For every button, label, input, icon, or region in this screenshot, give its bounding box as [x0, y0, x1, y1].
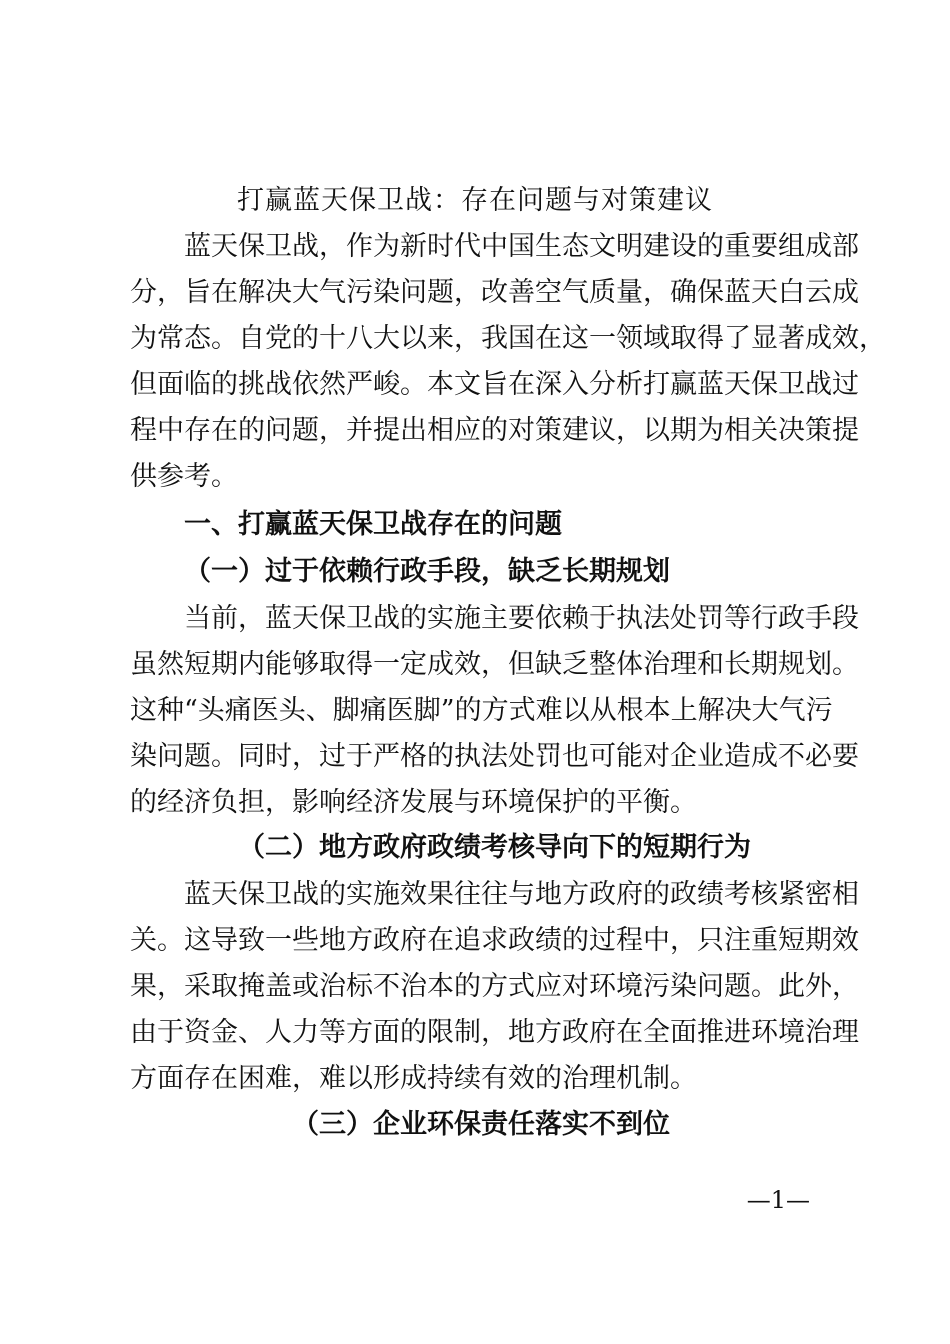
text-line: 关。这导致一些地方政府在追求政绩的过程中，只注重短期效 — [130, 925, 859, 956]
subsection-heading-3: （三）企业环保责任落实不到位 — [292, 1109, 670, 1140]
section-heading: 一、打赢蓝天保卫战存在的问题 — [184, 509, 562, 540]
text-line: 蓝天保卫战的实施效果往往与地方政府的政绩考核紧密相 — [184, 879, 859, 910]
text-line: 果，采取掩盖或治标不治本的方式应对环境污染问题。此外， — [130, 971, 859, 1002]
text-line: 为常态。自党的十八大以来，我国在这一领域取得了显著成效， — [130, 323, 886, 354]
intro-paragraph — [130, 224, 886, 500]
subsection-heading-2: （二）地方政府政绩考核导向下的短期行为 — [238, 832, 751, 863]
text-line: 方面存在困难，难以形成持续有效的治理机制。 — [130, 1063, 697, 1094]
text-line: 蓝天保卫战，作为新时代中国生态文明建设的重要组成部 — [184, 231, 859, 262]
text-line: 虽然短期内能够取得一定成效，但缺乏整体治理和长期规划。 — [130, 649, 859, 680]
text-line: 由于资金、人力等方面的限制，地方政府在全面推进环境治理 — [130, 1017, 859, 1048]
text-line: 这种“头痛医头、脚痛医脚”的方式难以从根本上解决大气污 — [130, 695, 833, 726]
text-line: 的经济负担，影响经济发展与环境保护的平衡。 — [130, 787, 697, 818]
subsection-heading-1: （一）过于依赖行政手段，缺乏长期规划 — [184, 556, 670, 587]
page-number: —1— — [746, 1186, 810, 1214]
text-line: 染问题。同时，过于严格的执法处罚也可能对企业造成不必要 — [130, 741, 859, 772]
subsection-2-paragraph — [130, 872, 859, 1102]
document-title: 打赢蓝天保卫战：存在问题与对策建议 — [237, 185, 713, 216]
text-line: 程中存在的问题，并提出相应的对策建议，以期为相关决策提 — [130, 415, 859, 446]
text-line: 当前，蓝天保卫战的实施主要依赖于执法处罚等行政手段 — [184, 603, 859, 634]
subsection-1-paragraph — [130, 596, 859, 826]
text-line: 供参考。 — [130, 461, 238, 492]
text-line: 分，旨在解决大气污染问题，改善空气质量，确保蓝天白云成 — [130, 277, 859, 308]
text-line: 但面临的挑战依然严峻。本文旨在深入分析打赢蓝天保卫战过 — [130, 369, 859, 400]
